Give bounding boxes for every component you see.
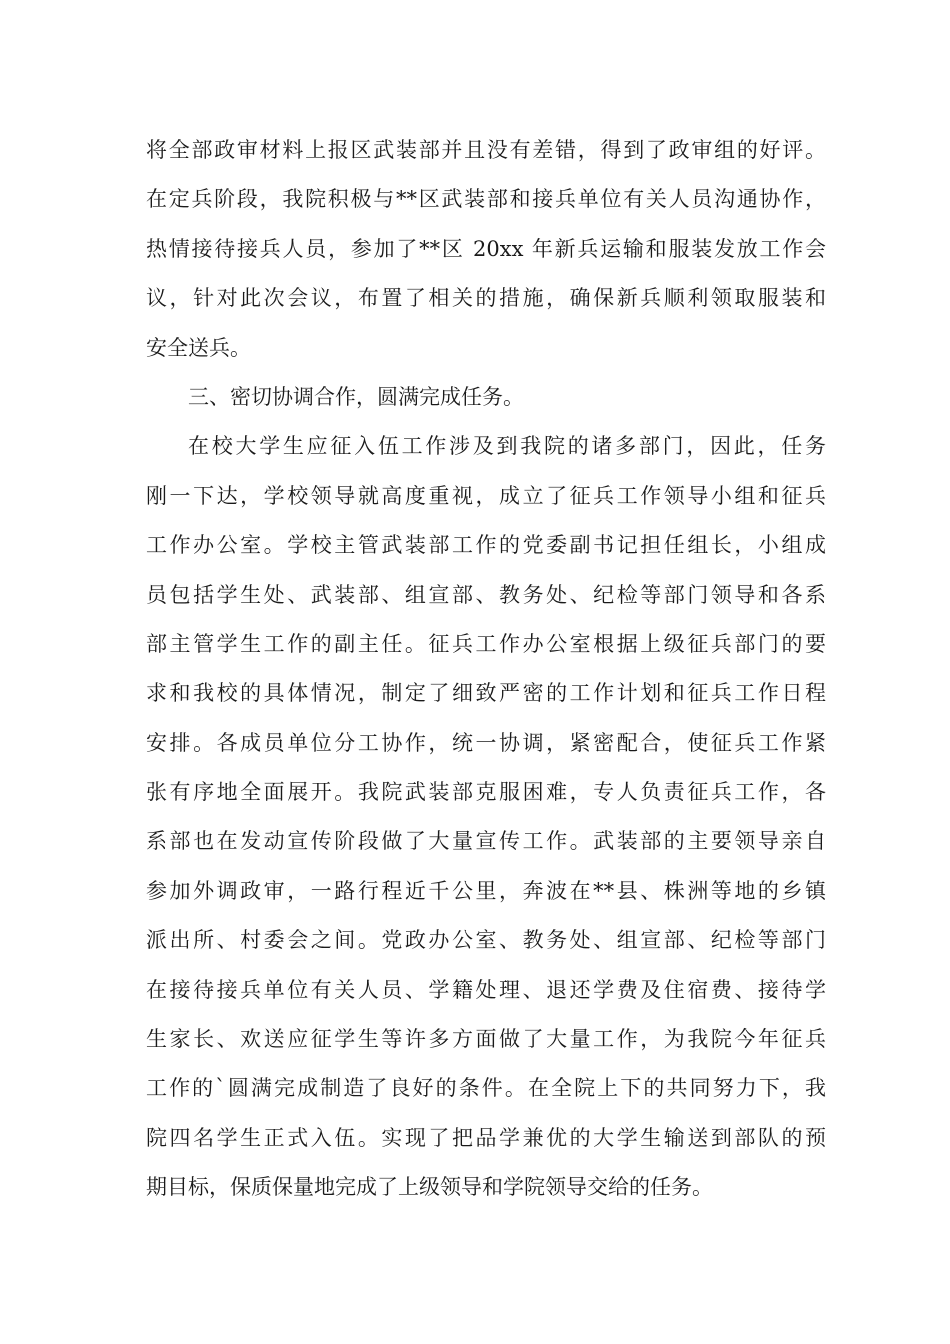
paragraph-line: 刚一下达，学校领导就高度重视，成立了征兵工作领导小组和征兵 bbox=[146, 483, 826, 508]
paragraph-line: 派出所、村委会之间。党政办公室、教务处、组宣部、纪检等部门 bbox=[146, 928, 826, 953]
paragraph-line: 系部也在发动宣传阶段做了大量宣传工作。武装部的主要领导亲自 bbox=[146, 829, 826, 854]
paragraph-line: 期目标，保质保量地完成了上级领导和学院领导交给的任务。 bbox=[146, 1175, 713, 1200]
paragraph-line: 工作的`圆满完成制造了良好的条件。在全院上下的共同努力下，我 bbox=[146, 1076, 826, 1101]
paragraph-line: 在校大学生应征入伍工作涉及到我院的诸多部门，因此，任务 bbox=[188, 434, 826, 459]
paragraph-line: 张有序地全面展开。我院武装部克服困难，专人负责征兵工作，各 bbox=[146, 780, 826, 805]
paragraph-line: 员包括学生处、武装部、组宣部、教务处、纪检等部门领导和各系 bbox=[146, 582, 826, 607]
paragraph-line: 安全送兵。 bbox=[146, 335, 251, 360]
paragraph-line: 将全部政审材料上报区武装部并且没有差错，得到了政审组的好评。 bbox=[146, 138, 826, 162]
paragraph-line: 生家长、欢送应征学生等许多方面做了大量工作，为我院今年征兵 bbox=[146, 1027, 826, 1052]
paragraph-line: 热情接待接兵人员，参加了**区 20xx 年新兵运输和服装发放工作会 bbox=[146, 236, 826, 261]
paragraph-line: 求和我校的具体情况，制定了细致严密的工作计划和征兵工作日程 bbox=[146, 681, 826, 706]
paragraph-line: 院四名学生正式入伍。实现了把品学兼优的大学生输送到部队的预 bbox=[146, 1125, 826, 1150]
paragraph-line: 部主管学生工作的副主任。征兵工作办公室根据上级征兵部门的要 bbox=[146, 631, 826, 656]
paragraph-line: 在接待接兵单位有关人员、学籍处理、退还学费及住宿费、接待学 bbox=[146, 977, 826, 1002]
paragraph-line: 议，针对此次会议，布置了相关的措施，确保新兵顺利领取服装和 bbox=[146, 286, 826, 311]
section-heading: 三、密切协调合作，圆满完成任务。 bbox=[188, 384, 524, 409]
paragraph-line: 在定兵阶段，我院积极与**区武装部和接兵单位有关人员沟通协作， bbox=[146, 187, 826, 212]
paragraph-line: 工作办公室。学校主管武装部工作的党委副书记担任组长，小组成 bbox=[146, 533, 826, 558]
document-body bbox=[146, 126, 826, 1213]
paragraph-line: 安排。各成员单位分工协作，统一协调，紧密配合，使征兵工作紧 bbox=[146, 730, 826, 755]
paragraph-line: 参加外调政审，一路行程近千公里，奔波在**县、株洲等地的乡镇 bbox=[146, 878, 826, 903]
